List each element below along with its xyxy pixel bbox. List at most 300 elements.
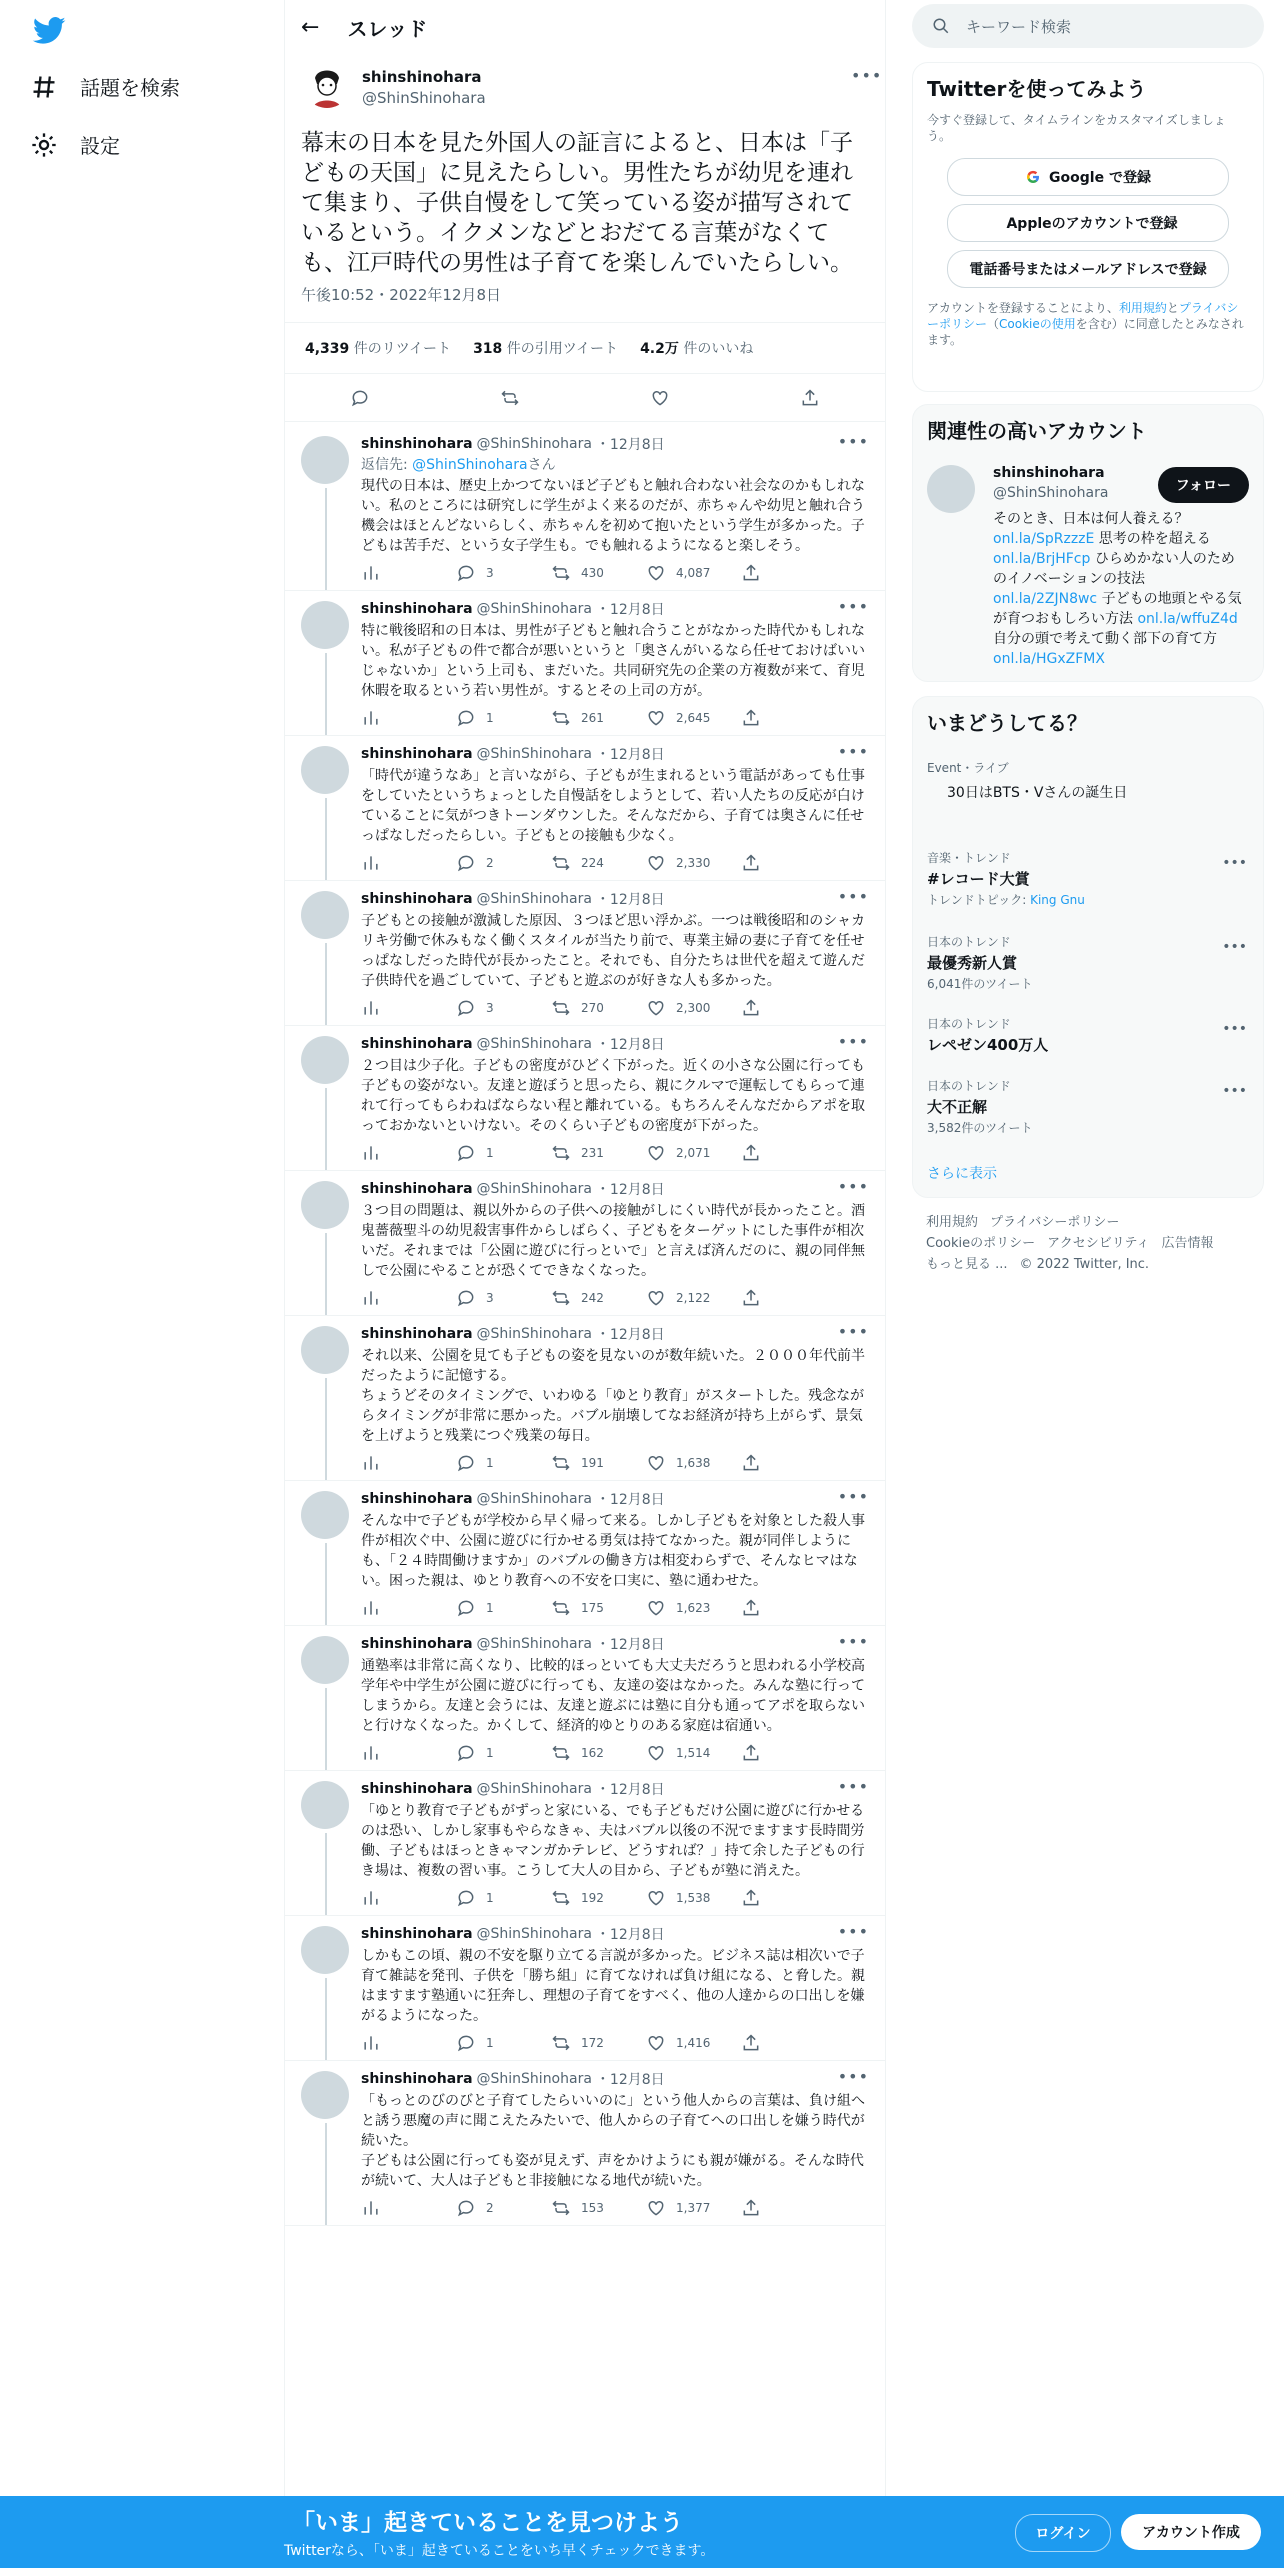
like-icon[interactable] <box>646 563 666 583</box>
more-icon[interactable]: ••• <box>1222 1083 1247 1099</box>
trend-label: 日本のトレンド <box>927 935 1011 949</box>
like-icon[interactable] <box>646 1143 666 1163</box>
signup-title: Twitterを使ってみよう <box>927 77 1147 101</box>
reply-count: 1 <box>486 1146 494 1160</box>
reply-name[interactable]: shinshinohara <box>361 1326 473 1342</box>
reply-tweet[interactable] <box>285 1916 885 2061</box>
privacy-link[interactable]: プライバシーポリシー <box>927 301 1239 331</box>
reply-text: 「もっとのびのびと子育てしたらいいのに」という他人からの言葉は、負け組へと誘う悪魔の声に聞こえたみたいで、他人からの子育てへの口出しを嫌う時代が続いた。 子どもは公園に行っても姿が見えず、声をかけようにも親が嫌がる。そんな時代が続いて、大人は子どもと非接触になる地代が続いた。 <box>361 2093 865 2189</box>
reply-tweet[interactable] <box>285 881 885 1026</box>
analytics-icon[interactable] <box>361 853 381 873</box>
reply-tweet[interactable] <box>285 2061 885 2226</box>
reply-header <box>361 889 869 909</box>
quote-count[interactable]: 318 件の引用ツイート <box>473 341 619 357</box>
reply-name[interactable]: shinshinohara <box>361 1181 473 1197</box>
analytics-icon[interactable] <box>361 2033 381 2053</box>
reply-header <box>361 1634 869 1654</box>
retweet-icon[interactable] <box>500 388 520 408</box>
more-icon[interactable]: ••• <box>851 66 883 85</box>
more-icon[interactable]: ••• <box>837 2067 869 2086</box>
phone-signup-label: 電話番号またはメールアドレスで登録 <box>969 262 1207 278</box>
like-icon[interactable] <box>646 2198 666 2218</box>
trend-item[interactable] <box>927 849 1247 908</box>
analytics-icon[interactable] <box>361 1888 381 1908</box>
reply-tweet[interactable] <box>285 1771 885 1916</box>
retweet-icon[interactable] <box>551 2033 571 2053</box>
reply-toolbar <box>361 1736 869 1770</box>
like-count: 2,330 <box>676 856 711 870</box>
signup-subtitle: 今すぐ登録して、タイムラインをカスタマイズしましょう。 <box>927 113 1226 143</box>
more-icon[interactable]: ••• <box>837 597 869 616</box>
reply-text: 通塾率は非常に高くなり、比較的ほっといても大丈夫だろうと思われる小学校高学年や中学生が公園に遊びに行っても、友達の姿はなかった。みんな塾に行ってしまうから。友達と会うには、友達と遊ぶには塾に自分も通ってアポを取らないと行けなくなった。かくして、経済的ゆとりのある家庭は宿通い。 <box>361 1658 865 1734</box>
trends-box <box>912 696 1264 1198</box>
like-icon[interactable] <box>646 708 666 728</box>
bottom-subtitle: Twitterなら、「いま」起きていることをいち早くチェックできます。 <box>284 2543 715 2559</box>
reply-handle[interactable]: @ShinShinohara <box>476 1781 592 1797</box>
analytics-icon[interactable] <box>361 2198 381 2218</box>
footer-link[interactable]: アクセシビリティ <box>1047 1236 1150 1251</box>
follow-button[interactable]: フォロー <box>1158 467 1249 503</box>
trends-title: いまどうしてる？ <box>927 711 1087 735</box>
reply-tweet[interactable] <box>285 1481 885 1626</box>
bio-link[interactable]: onl.la/wffuZ4d <box>1137 611 1238 627</box>
thread-line <box>325 2123 327 2225</box>
thread-line <box>325 1833 327 1915</box>
retweet-count: 162 <box>581 1746 604 1760</box>
reply-count: 2 <box>486 2201 494 2215</box>
analytics-icon[interactable] <box>361 1143 381 1163</box>
bio-link[interactable]: onl.la/SpRzzzE <box>993 531 1095 547</box>
reply-header <box>361 744 869 764</box>
reply-toolbar <box>361 556 869 590</box>
related-avatar[interactable] <box>927 465 975 513</box>
reply-toolbar <box>361 1281 869 1315</box>
reply-count: 3 <box>486 1291 494 1305</box>
bottom-signup-bar <box>0 2496 1284 2568</box>
main-tweet-name[interactable]: shinshinohara <box>362 68 482 86</box>
retweet-count: 270 <box>581 1001 604 1015</box>
retweet-count: 175 <box>581 1601 604 1615</box>
like-count: 1,623 <box>676 1601 711 1615</box>
reply-date[interactable]: ・12月8日 <box>595 437 665 453</box>
share-icon[interactable] <box>741 853 761 873</box>
avatar[interactable] <box>301 1326 349 1374</box>
reply-icon[interactable] <box>456 1743 476 1763</box>
reply-icon[interactable] <box>456 1453 476 1473</box>
reply-thread <box>285 426 885 2226</box>
share-icon[interactable] <box>741 1453 761 1473</box>
back-arrow-icon[interactable]: ← <box>301 14 320 40</box>
reply-toolbar <box>361 846 869 880</box>
reply-text: 「ゆとり教育で子どもがずっと家にいる、でも子どもだけ公園に遊びに行かせるのは恐い、しかし家事もやらなきゃ、夫はバブル以後の不況でますます長時間労働、子どもはほっときゃマンガかテレビ、どうすれば？」持て余した子どもの行き場は、複数の習い事。こうして大人の目から、子どもが塾に消えた。 <box>361 1803 865 1879</box>
reply-handle[interactable]: @ShinShinohara <box>476 2071 592 2087</box>
thread-line <box>325 1543 327 1625</box>
avatar[interactable] <box>301 1181 349 1229</box>
reply-icon[interactable] <box>456 1288 476 1308</box>
retweet-count: 192 <box>581 1891 604 1905</box>
reply-header <box>361 434 869 454</box>
more-icon[interactable]: ••• <box>837 887 869 906</box>
thread-line <box>325 1688 327 1770</box>
footer-link[interactable]: 利用規約 <box>926 1215 979 1230</box>
share-icon[interactable] <box>741 1743 761 1763</box>
reply-header <box>361 1324 869 1344</box>
analytics-icon[interactable] <box>361 998 381 1018</box>
more-icon[interactable]: ••• <box>837 1322 869 1341</box>
related-title: 関連性の高いアカウント <box>927 419 1147 443</box>
reply-toolbar <box>361 2191 869 2225</box>
share-icon[interactable] <box>741 708 761 728</box>
footer-link[interactable]: もっと見る ... <box>926 1257 1008 1272</box>
reply-date[interactable]: ・12月8日 <box>595 892 665 908</box>
retweet-count: 242 <box>581 1291 604 1305</box>
retweet-count: 231 <box>581 1146 604 1160</box>
avatar[interactable] <box>301 436 349 484</box>
avatar[interactable] <box>301 2071 349 2119</box>
trend-name: レペゼン400万人 <box>927 1036 1049 1054</box>
like-icon[interactable] <box>646 1743 666 1763</box>
reply-icon[interactable] <box>456 853 476 873</box>
share-icon[interactable] <box>741 2198 761 2218</box>
reply-handle[interactable]: @ShinShinohara <box>476 746 592 762</box>
share-icon[interactable] <box>741 563 761 583</box>
apple-signup-label: Appleのアカウントで登録 <box>1006 216 1178 232</box>
reply-name[interactable]: shinshinohara <box>361 1926 473 1942</box>
login-button[interactable]: ログイン <box>1015 2514 1111 2552</box>
thread-line <box>325 798 327 880</box>
avatar[interactable] <box>301 746 349 794</box>
reply-name[interactable]: shinshinohara <box>361 601 473 617</box>
reply-text: 特に戦後昭和の日本は、男性が子どもと触れ合うことがなかった時代かもしれない。私が子どもの件で都合が悪いというと「奥さんがいるなら任せておけばいいじゃないか」という上司も、まだいた。共同研究先の企業の方複数が来て、育児休暇を取るという若い男性が。するとその上司の方が。 <box>361 623 865 699</box>
reply-count: 3 <box>486 566 494 580</box>
reply-date[interactable]: ・12月8日 <box>595 2072 665 2088</box>
reply-text: 子どもとの接触が激減した原因、３つほど思い浮かぶ。一つは戦後昭和のシャカリキ労働で休みもなく働くスタイルが当たり前で、専業主婦の妻に子育てを任せっぱなしだった時代が長かったこと。それでも、自分たちは世代を超えて遊んだ子供時代を過ごしていて、子どもと遊ぶのが好きな人も多かった。 <box>361 913 865 989</box>
cookie-link[interactable]: Cookieの使用 <box>999 317 1076 331</box>
like-icon[interactable] <box>646 853 666 873</box>
related-handle[interactable]: @ShinShinohara <box>993 485 1109 501</box>
nav-explore-label: 話題を検索 <box>80 76 180 100</box>
more-icon[interactable]: ••• <box>1222 1021 1247 1037</box>
reply-toolbar <box>361 991 869 1025</box>
reply-tweet[interactable] <box>285 736 885 881</box>
like-icon[interactable] <box>646 998 666 1018</box>
reply-icon[interactable] <box>456 2033 476 2053</box>
trend-count: 3,582件のツイート <box>927 1121 1033 1135</box>
like-icon[interactable] <box>650 388 670 408</box>
retweet-icon[interactable] <box>551 1288 571 1308</box>
footer-link[interactable]: 広告情報 <box>1161 1236 1214 1251</box>
avatar[interactable] <box>301 1926 349 1974</box>
search-icon <box>932 17 950 35</box>
google-signup-button[interactable] <box>947 158 1229 196</box>
share-icon[interactable] <box>741 998 761 1018</box>
nav-settings[interactable] <box>30 130 120 159</box>
search-bar[interactable] <box>912 4 1264 48</box>
retweet-icon[interactable] <box>551 2198 571 2218</box>
trend-label: Event・ライブ <box>927 761 1009 775</box>
trend-item[interactable] <box>927 1015 1247 1055</box>
related-name[interactable]: shinshinohara <box>993 465 1105 481</box>
google-icon <box>1025 169 1041 185</box>
analytics-icon[interactable] <box>361 1743 381 1763</box>
avatar[interactable] <box>301 1036 349 1084</box>
reply-date[interactable]: ・12月8日 <box>595 1782 665 1798</box>
reply-icon[interactable] <box>456 1598 476 1618</box>
avatar[interactable] <box>301 891 349 939</box>
trend-label: 日本のトレンド <box>927 1079 1011 1093</box>
avatar[interactable] <box>301 1636 349 1684</box>
reply-handle[interactable]: @ShinShinohara <box>476 1036 592 1052</box>
more-icon[interactable]: ••• <box>837 1177 869 1196</box>
footer-link[interactable]: プライバシーポリシー <box>990 1215 1120 1230</box>
create-account-button[interactable]: アカウント作成 <box>1121 2514 1261 2550</box>
footer-link[interactable]: Cookieのポリシー <box>926 1236 1036 1251</box>
thread-line <box>325 1378 327 1480</box>
reply-handle[interactable]: @ShinShinohara <box>476 1326 592 1342</box>
reply-icon[interactable] <box>350 388 370 408</box>
reply-toolbar <box>361 1446 869 1480</box>
reply-tweet[interactable] <box>285 1026 885 1171</box>
reply-toolbar <box>361 1591 869 1625</box>
reply-date[interactable]: ・12月8日 <box>595 1182 665 1198</box>
reply-date[interactable]: ・12月8日 <box>595 602 665 618</box>
trend-name: 30日はBTS・Vさんの誕生日 <box>947 785 1128 801</box>
signup-box <box>912 62 1264 392</box>
bio-link[interactable]: onl.la/2ZJN8wc <box>993 591 1098 607</box>
like-count: 4,087 <box>676 566 711 580</box>
bio-link[interactable]: onl.la/HGxZFMX <box>993 651 1105 667</box>
search-placeholder[interactable]: キーワード検索 <box>966 17 1072 36</box>
retweet-count: 172 <box>581 2036 604 2050</box>
trend-name: #レコード大賞 <box>927 870 1030 888</box>
nav-explore[interactable] <box>30 72 180 101</box>
like-icon[interactable] <box>646 1453 666 1473</box>
bottom-title: 「いま」起きていることを見つけよう <box>292 2510 683 2536</box>
more-icon[interactable]: ••• <box>837 432 869 451</box>
trend-name: 最優秀新人賞 <box>927 954 1018 972</box>
reply-handle[interactable]: @ShinShinohara <box>476 1491 592 1507</box>
share-icon[interactable] <box>741 1143 761 1163</box>
retweet-icon[interactable] <box>551 1888 571 1908</box>
reply-tweet[interactable] <box>285 1626 885 1771</box>
retweet-count: 153 <box>581 2201 604 2215</box>
analytics-icon[interactable] <box>361 1453 381 1473</box>
like-icon[interactable] <box>646 1888 666 1908</box>
like-count: 1,638 <box>676 1456 711 1470</box>
like-count: 2,071 <box>676 1146 711 1160</box>
reply-to: 返信先: @ShinShinoharaさん <box>361 457 556 473</box>
reply-icon[interactable] <box>456 1888 476 1908</box>
hashtag-icon <box>30 73 58 101</box>
reply-date[interactable]: ・12月8日 <box>595 1492 665 1508</box>
trend-topic-link[interactable]: King Gnu <box>1030 893 1085 907</box>
reply-count: 1 <box>486 1601 494 1615</box>
trend-label: 日本のトレンド <box>927 1017 1011 1031</box>
reply-handle[interactable]: @ShinShinohara <box>476 1926 592 1942</box>
reply-header <box>361 1779 869 1799</box>
show-more-link[interactable]: さらに表示 <box>927 1166 997 1182</box>
reply-text: ３つ目の問題は、親以外からの子供への接触がしにくい時代が長かったこと。酒鬼薔薇聖斗の幼児殺害事件からしばらく、子どもをターゲットにした事件が相次いだ。それまでは「公園に遊びに行っといで」と言えば済んだのに、親の同伴無しで公園にやることが恐くてできなくなった。 <box>361 1203 865 1279</box>
more-icon[interactable]: ••• <box>837 1632 869 1651</box>
trend-item[interactable] <box>927 759 1247 802</box>
retweet-count: 224 <box>581 856 604 870</box>
thread-line <box>325 1088 327 1170</box>
reply-text: 「時代が違うなあ」と言いながら、子どもが生まれるという電話があっても仕事をしていたというちょっとした自慢話をしようとして、若い人たちの反応が白けていることに気がつきトーンダウンした。そんなだから、子育ては奥さんに任せっぱなしだったらしい。子どもとの接触も少なく。 <box>361 768 865 844</box>
gear-icon <box>30 131 58 159</box>
main-tweet-time[interactable]: 午後10:52・2022年12月8日 <box>301 286 502 304</box>
reply-icon[interactable] <box>456 1143 476 1163</box>
share-icon[interactable] <box>741 1888 761 1908</box>
reply-handle[interactable]: @ShinShinohara <box>476 1181 592 1197</box>
avatar[interactable] <box>301 1491 349 1539</box>
more-icon[interactable]: ••• <box>1222 939 1247 955</box>
apple-signup-button[interactable] <box>947 204 1229 242</box>
like-icon[interactable] <box>646 1288 666 1308</box>
share-icon[interactable] <box>741 1598 761 1618</box>
reply-header <box>361 599 869 619</box>
reply-name[interactable]: shinshinohara <box>361 1781 473 1797</box>
sidebar-footer <box>926 1212 1256 1275</box>
retweet-count: 261 <box>581 711 604 725</box>
trend-item[interactable] <box>927 933 1247 992</box>
tweet-stats <box>285 322 885 374</box>
trend-count: トレンドトピック: King Gnu <box>927 893 1085 907</box>
more-icon[interactable]: ••• <box>837 1032 869 1051</box>
reply-text: 現代の日本は、歴史上かつてないほど子どもと触れ合わない社会なのかもしれない。私のところには研究しに学生がよく来るのだが、赤ちゃんや幼児と触れ合う機会はほとんどないらしく、赤ちゃんを初めて抱いたという学生が多かった。子どもは苦手だ、という女子学生も。でも触れるようになると楽しそう。 <box>361 478 865 554</box>
like-icon[interactable] <box>646 2033 666 2053</box>
page-title: スレッド <box>347 16 428 41</box>
share-icon[interactable] <box>741 1288 761 1308</box>
main-column <box>284 0 886 2568</box>
avatar[interactable] <box>301 601 349 649</box>
reply-count: 1 <box>486 1891 494 1905</box>
retweet-icon[interactable] <box>551 1743 571 1763</box>
main-tweet-avatar[interactable] <box>303 60 351 108</box>
trend-count: 6,041件のツイート <box>927 977 1033 991</box>
bio-link[interactable]: onl.la/BrjHFcp <box>993 551 1091 567</box>
reply-handle[interactable]: @ShinShinohara <box>476 891 592 907</box>
reply-count: 1 <box>486 1746 494 1760</box>
retweet-icon[interactable] <box>551 563 571 583</box>
twitter-logo-icon[interactable] <box>32 12 66 46</box>
like-count: 2,645 <box>676 711 711 725</box>
reply-name[interactable]: shinshinohara <box>361 436 473 452</box>
reply-text: しかもこの頃、親の不安を駆り立てる言説が多かった。ビジネス誌は相次いで子育て雑誌を発刊、子供を「勝ち組」に育てなければ負け組になる、と脅した。親はますます塾通いに狂奔し、理想の子育てをすべく、他の人達からの口出しを嫌がるようになった。 <box>361 1948 865 2024</box>
more-icon[interactable]: ••• <box>1222 855 1247 871</box>
analytics-icon[interactable] <box>361 1288 381 1308</box>
reply-header <box>361 2069 869 2089</box>
reply-header <box>361 1924 869 1944</box>
reply-tweet[interactable] <box>285 591 885 736</box>
share-icon[interactable] <box>800 388 820 408</box>
analytics-icon[interactable] <box>361 563 381 583</box>
thread-line <box>325 1978 327 2060</box>
trend-label: 音楽・トレンド <box>927 851 1011 865</box>
reply-icon[interactable] <box>456 708 476 728</box>
copyright: © 2022 Twitter, Inc. <box>1019 1257 1150 1272</box>
like-count[interactable]: 4.2万 件のいいね <box>640 341 754 357</box>
reply-header <box>361 1489 869 1509</box>
like-count: 1,377 <box>676 2201 711 2215</box>
retweet-icon[interactable] <box>551 1143 571 1163</box>
reply-text: そんな中で子どもが学校から早く帰って来る。しかし子どもを対象とした殺人事件が相次ぐ中、公園に遊びに行かせる勇気は持てなかった。親が同伴しようにも、「２４時間働けますか」のバブルの働き方は相変わらずで、そんなヒマはない。困った親は、ゆとり教育への不安を口実に、塾に通わせた。 <box>361 1513 865 1589</box>
more-icon[interactable]: ••• <box>837 1487 869 1506</box>
retweet-icon[interactable] <box>551 708 571 728</box>
like-count: 2,300 <box>676 1001 711 1015</box>
retweet-icon[interactable] <box>551 1598 571 1618</box>
reply-name[interactable]: shinshinohara <box>361 1036 473 1052</box>
reply-toolbar <box>361 1881 869 1915</box>
retweet-count: 430 <box>581 566 604 580</box>
reply-date[interactable]: ・12月8日 <box>595 1327 665 1343</box>
retweet-icon[interactable] <box>551 1453 571 1473</box>
retweet-icon[interactable] <box>551 998 571 1018</box>
reply-date[interactable]: ・12月8日 <box>595 1927 665 1943</box>
reply-date[interactable]: ・12月8日 <box>595 1037 665 1053</box>
reply-icon[interactable] <box>456 998 476 1018</box>
reply-toolbar <box>361 1136 869 1170</box>
terms-text: アカウントを登録することにより、利用規約とプライバシーポリシー（Cookieの使用を含む）に同意したとみなされます。 <box>927 301 1244 347</box>
reply-handle[interactable]: @ShinShinohara <box>476 1636 592 1652</box>
related-bio: そのとき、日本は何人養える？onl.la/SpRzzzE 思考の枠を超えるonl.la/BrjHFcp ひらめかない人のためのイノベーションの技法 onl.la/2ZJN8wc 子どもの地頭とやる気が育つおもしろい方法 onl.la/wffuZ4d 自分の頭で考えて動く部下の育て方 onl.la/HGxZFMX <box>993 511 1242 667</box>
reply-name[interactable]: shinshinohara <box>361 1636 473 1652</box>
avatar-illustration-icon <box>303 60 351 108</box>
retweet-icon[interactable] <box>551 853 571 873</box>
reply-date[interactable]: ・12月8日 <box>595 747 665 763</box>
reply-text: それ以来、公園を見ても子どもの姿を見ないのが数年続いた。２０００年代前半だったように記憶する。 ちょうどそのタイミングで、いわゆる「ゆとり教育」がスタートした。残念ながらタイミングが非常に悪かった。バブル崩壊してなお経済が持ち上がらず、景気を上げようと残業につぐ残業の毎日。 <box>361 1348 865 1444</box>
reply-handle[interactable]: @ShinShinohara <box>476 601 592 617</box>
terms-link[interactable]: 利用規約 <box>1118 301 1167 315</box>
reply-name[interactable]: shinshinohara <box>361 746 473 762</box>
more-icon[interactable]: ••• <box>837 742 869 761</box>
like-count: 2,122 <box>676 1291 711 1305</box>
reply-date[interactable]: ・12月8日 <box>595 1637 665 1653</box>
trend-item[interactable] <box>927 1077 1247 1136</box>
retweet-count: 191 <box>581 1456 604 1470</box>
retweet-count[interactable]: 4,339 件のリツイート <box>305 341 452 357</box>
reply-toolbar <box>361 701 869 735</box>
reply-tweet[interactable] <box>285 426 885 591</box>
reply-count: 2 <box>486 856 494 870</box>
reply-count: 3 <box>486 1001 494 1015</box>
avatar[interactable] <box>301 1781 349 1829</box>
analytics-icon[interactable] <box>361 1598 381 1618</box>
reply-count: 1 <box>486 2036 494 2050</box>
reply-icon[interactable] <box>456 2198 476 2218</box>
reply-text: ２つ目は少子化。子どもの密度がひどく下がった。近くの小さな公園に行っても子どもの姿がない。友達と遊ぼうと思ったら、親にクルマで運転してもらって連れて行ってもらわねばならない程と離れている。もちろんそんなだからアポを取っておかないといけない。そのくらい子どもの密度が下がった。 <box>361 1058 865 1134</box>
share-icon[interactable] <box>741 2033 761 2053</box>
more-icon[interactable]: ••• <box>837 1922 869 1941</box>
analytics-icon[interactable] <box>361 708 381 728</box>
phone-signup-button[interactable] <box>947 250 1229 288</box>
reply-to-link[interactable]: @ShinShinohara <box>412 457 528 473</box>
like-icon[interactable] <box>646 1598 666 1618</box>
reply-handle[interactable]: @ShinShinohara <box>476 436 592 452</box>
reply-tweet[interactable] <box>285 1316 885 1481</box>
reply-header <box>361 1034 869 1054</box>
reply-tweet[interactable] <box>285 1171 885 1316</box>
thread-line <box>325 1233 327 1315</box>
reply-name[interactable]: shinshinohara <box>361 1491 473 1507</box>
main-tweet-actions <box>285 375 885 422</box>
reply-name[interactable]: shinshinohara <box>361 891 473 907</box>
more-icon[interactable]: ••• <box>837 1777 869 1796</box>
related-accounts-box <box>912 404 1264 682</box>
reply-icon[interactable] <box>456 563 476 583</box>
reply-name[interactable]: shinshinohara <box>361 2071 473 2087</box>
main-tweet-handle[interactable]: @ShinShinohara <box>362 89 486 107</box>
thread-line <box>325 653 327 735</box>
